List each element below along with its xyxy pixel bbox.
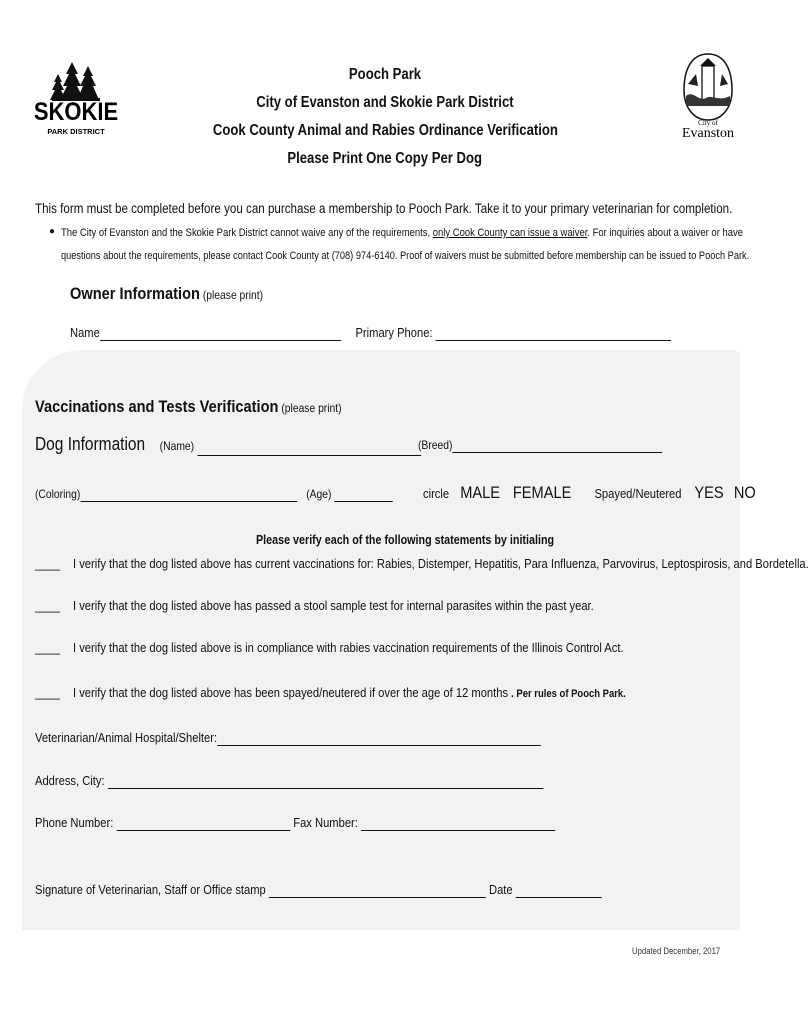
vaccinations-heading: Vaccinations and Tests Verification (please print) (35, 397, 342, 416)
signature-field[interactable] (269, 882, 486, 898)
address-label: Address, City: (35, 773, 108, 788)
dog-coloring-field[interactable] (80, 487, 297, 502)
statement-row (35, 556, 809, 571)
address-row (35, 773, 543, 789)
verify-heading: Please verify each of the following statements by initialing (256, 533, 555, 547)
statement-row (35, 598, 594, 613)
option-yes[interactable]: YES (694, 483, 724, 502)
title-pooch-park: Pooch Park (348, 66, 422, 83)
dog-name-field[interactable] (198, 437, 422, 456)
dog-breed-field[interactable] (452, 438, 662, 453)
vet-field[interactable] (217, 730, 540, 746)
dog-breed-row (418, 438, 662, 453)
dog-age-field[interactable] (334, 487, 392, 502)
initial-field[interactable]: ____ (35, 556, 60, 571)
date-field[interactable] (516, 882, 602, 898)
statement-text: I verify that the dog listed above has passed a stool sample test for internal parasites within the past year. (72, 598, 594, 613)
statement-text: I verify that the dog listed above is in compliance with rabies vaccination requirements of the Illinois Control Act. (72, 640, 624, 655)
vet-row (35, 730, 540, 746)
option-male[interactable]: MALE (460, 483, 501, 502)
statement-text: I verify that the dog listed above has been spayed/neutered if over the age of 12 months (72, 685, 509, 700)
skokie-logo-subtext: PARK DISTRICT (47, 127, 105, 136)
dog-coloring-row (35, 487, 393, 502)
initial-field[interactable]: ____ (35, 685, 60, 700)
owner-name-label: Name (70, 325, 100, 340)
option-female[interactable]: FEMALE (512, 483, 572, 502)
signature-row (35, 882, 486, 898)
evanston-logo-small-text: City of (698, 119, 718, 127)
circle-label: circle (423, 486, 450, 501)
dog-breed-label: (Breed) (418, 438, 453, 452)
sex-spay-row (423, 483, 756, 503)
intro-bullet-line1: The City of Evanston and the Skokie Park District cannot waive any of the requirements, only Cook County can issue a waiver. For inquiries about a waiver or have (61, 227, 743, 239)
owner-information-heading: Owner Information (please print) (70, 284, 264, 303)
vet-label: Veterinarian/Animal Hospital/Shelter: (35, 730, 218, 745)
signature-label: Signature of Veterinarian, Staff or Office stamp (35, 882, 269, 897)
date-row (489, 882, 602, 898)
owner-name-row (70, 325, 671, 341)
dog-coloring-label: (Coloring) (35, 487, 81, 501)
intro-bullet-line2: questions about the requirements, please contact Cook County at (708) 974-6140. Proof of waivers must be submitted before membership can be issued to Pooch Park. (61, 250, 750, 262)
dog-age-label: (Age) (306, 487, 332, 501)
statement-suffix: . Per rules of Pooch Park. (511, 688, 626, 700)
dog-information-label: Dog Information (35, 434, 146, 454)
vet-phone-label: Phone Number: (35, 815, 117, 830)
dog-name-label: (Name) (159, 439, 195, 453)
option-no[interactable]: NO (733, 483, 756, 502)
intro-text: This form must be completed before you can purchase a membership to Pooch Park. Take it to your primary veterinarian for completion. (35, 201, 733, 216)
dog-information-row (35, 434, 422, 456)
updated-footer: Updated December, 2017 (632, 946, 721, 956)
evanston-logo-text: Evanston (681, 126, 735, 141)
title-print-instructions: Please Print One Copy Per Dog (287, 150, 483, 167)
statement-row (35, 640, 624, 655)
title-ordinance-verification: Cook County Animal and Rabies Ordinance Verification (212, 122, 558, 139)
skokie-logo-text: SKOKIE (33, 98, 119, 127)
owner-phone-label: Primary Phone: (355, 325, 436, 340)
spayed-neutered-label: Spayed/Neutered (594, 486, 682, 501)
statement-text: I verify that the dog listed above has current vaccinations for: Rabies, Distemper, Hepatitis, Para Influenza, Parvovirus, Leptospirosis, and Bordetella. (72, 556, 809, 571)
date-label: Date (489, 882, 516, 897)
initial-field[interactable]: ____ (35, 640, 60, 655)
title-city-districts: City of Evanston and Skokie Park District (256, 94, 514, 111)
fax-label: Fax Number: (293, 815, 361, 830)
owner-phone-field[interactable] (436, 325, 672, 341)
initial-field[interactable]: ____ (35, 598, 60, 613)
bullet-dot: ● (49, 226, 56, 237)
vet-phone-field[interactable] (116, 815, 290, 831)
phone-fax-row (35, 815, 555, 831)
owner-name-field[interactable] (100, 325, 341, 341)
waiver-note: only Cook County can issue a waiver (432, 227, 588, 239)
fax-field[interactable] (361, 815, 555, 831)
statement-row (35, 685, 626, 700)
address-field[interactable] (108, 773, 543, 789)
